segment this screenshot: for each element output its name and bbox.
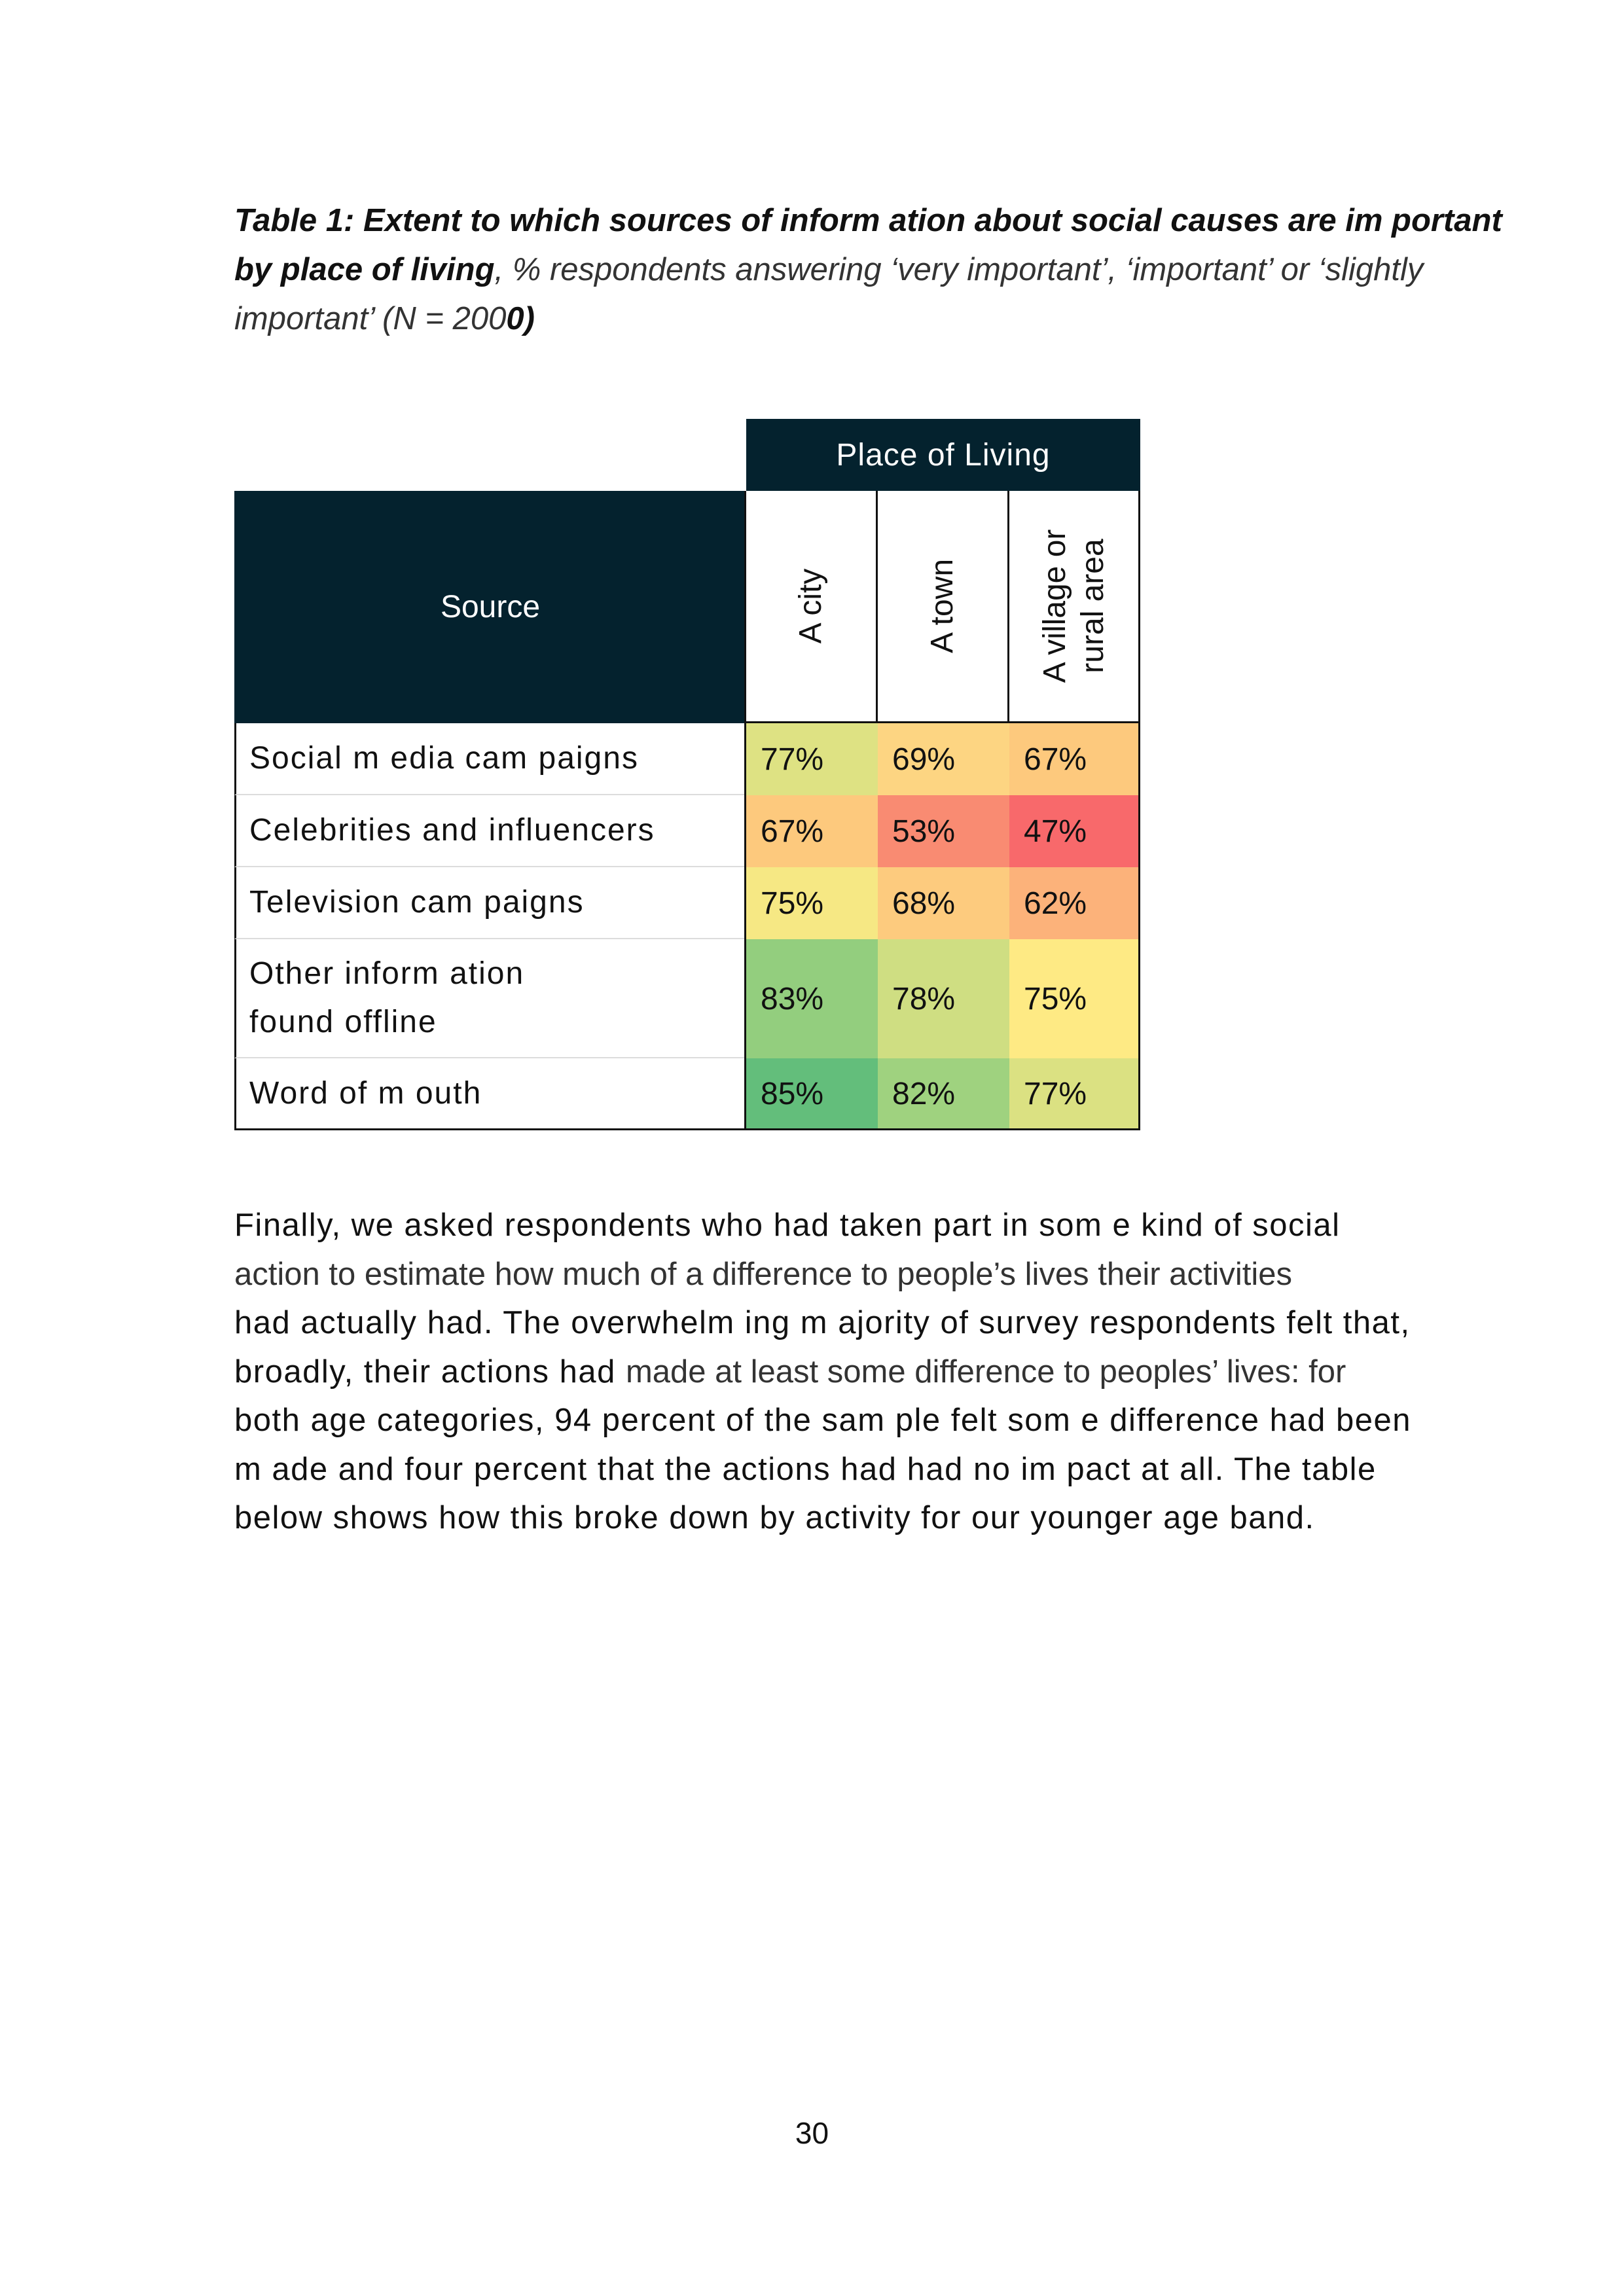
table-cell-value: 77% [746,723,878,795]
table-cell-value: 67% [746,795,878,867]
column-header-source: Source [234,491,746,723]
column-header-town-label: A town [925,558,960,654]
body-paragraph [234,1201,1517,1543]
table-row-source: Social m edia cam paigns [234,723,746,795]
table-cell-value: 85% [746,1058,878,1129]
column-header-city [746,491,878,723]
table-row-source: Television cam paigns [234,867,746,939]
caption-title: Table 1: Extent to which sources of inform ation about social causes are im portant by place of living [234,203,1502,287]
table-cell-value: 75% [1009,939,1139,1058]
column-header-city-label: A city [793,568,828,644]
table-cell-value: 47% [1009,795,1139,867]
table-cell-value: 77% [1009,1058,1139,1129]
table-row-source: Word of m outh [234,1058,746,1130]
paragraph-line: m ade and four percent that the actions had had no im pact at all. The table [234,1451,1377,1487]
page-number: 30 [795,2116,829,2150]
paragraph-line-part: broadly, their actions had [234,1354,626,1390]
table-cell-value: 62% [1009,867,1139,939]
table-cell-value: 68% [878,867,1009,939]
table-cell-value: 83% [746,939,878,1058]
paragraph-line: had actually had. The overwhelm ing m ajority of survey respondents felt that, [234,1305,1411,1340]
table-row-source: Other inform ation found offline [234,939,746,1058]
table-caption [234,196,1517,344]
table-cell-value: 69% [878,723,1009,795]
caption-end: 0) [506,301,535,336]
column-header-village [1009,491,1140,723]
paragraph-line: both age categories, 94 percent of the sam ple felt som e difference had been [234,1403,1412,1438]
table-cell-value: 82% [878,1058,1009,1129]
table-cell-value: 78% [878,939,1009,1058]
table-cell-value: 75% [746,867,878,939]
column-header-village-label: A village or rural area [1037,529,1110,683]
paragraph-line: below shows how this broke down by activity for our younger age band. [234,1500,1315,1535]
group-header-place-of-living: Place of Living [746,419,1140,491]
table-row-source: Celebrities and influencers [234,795,746,867]
table-cell-value: 67% [1009,723,1139,795]
paragraph-line: Finally, we asked respondents who had taken part in som e kind of social [234,1208,1341,1243]
table-cell-value: 53% [878,795,1009,867]
paragraph-line: action to estimate how much of a difference to people’s lives their activities [234,1256,1293,1292]
paragraph-line [234,1348,1517,1397]
paragraph-line-part: made at least some difference to peoples’ lives: for [625,1354,1346,1390]
column-header-town [878,491,1009,723]
table-divider-vertical [744,491,746,1130]
table-border-bottom [234,1128,1140,1130]
table-border-right [1138,723,1140,1130]
caption-details: , % respondents answering ‘very important’, ‘important’ or ‘slightly important’ (N = 200 [234,252,1424,336]
